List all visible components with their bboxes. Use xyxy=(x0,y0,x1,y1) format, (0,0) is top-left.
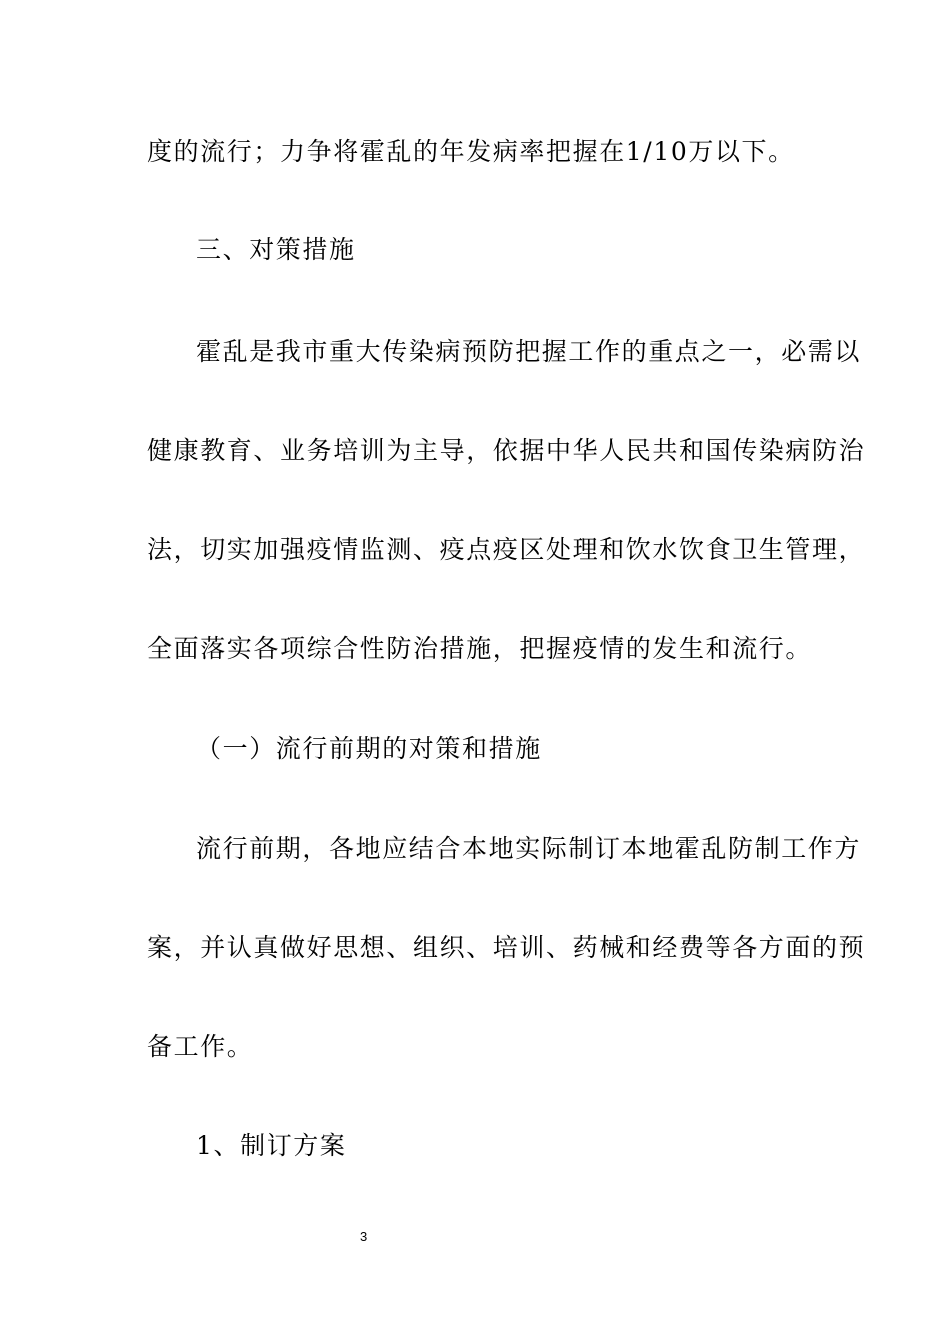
paragraph-line: 流行前期，各地应结合本地实际制订本地霍乱防制工作方 xyxy=(196,834,862,863)
subsection-heading: （一）流行前期的对策和措施 xyxy=(196,734,542,763)
paragraph-line: 备工作。 xyxy=(147,1032,254,1061)
paragraph-line: 法，切实加强疫情监测、疫点疫区处理和饮水饮食卫生管理， xyxy=(147,535,866,564)
paragraph-line: 案，并认真做好思想、组织、培训、药械和经费等各方面的预 xyxy=(147,933,866,962)
paragraph-line: 全面落实各项综合性防治措施，把握疫情的发生和流行。 xyxy=(147,634,813,663)
paragraph-line: 健康教育、业务培训为主导，依据中华人民共和国传染病防治 xyxy=(147,436,866,465)
page-number: 3 xyxy=(360,1229,368,1244)
section-heading: 三、对策措施 xyxy=(196,235,356,264)
paragraph-line: 度的流行；力争将霍乱的年发病率把握在1/10万以下。 xyxy=(147,137,795,166)
paragraph-line: 霍乱是我市重大传染病预防把握工作的重点之一，必需以 xyxy=(196,337,862,366)
item-heading: 1、制订方案 xyxy=(196,1131,347,1160)
